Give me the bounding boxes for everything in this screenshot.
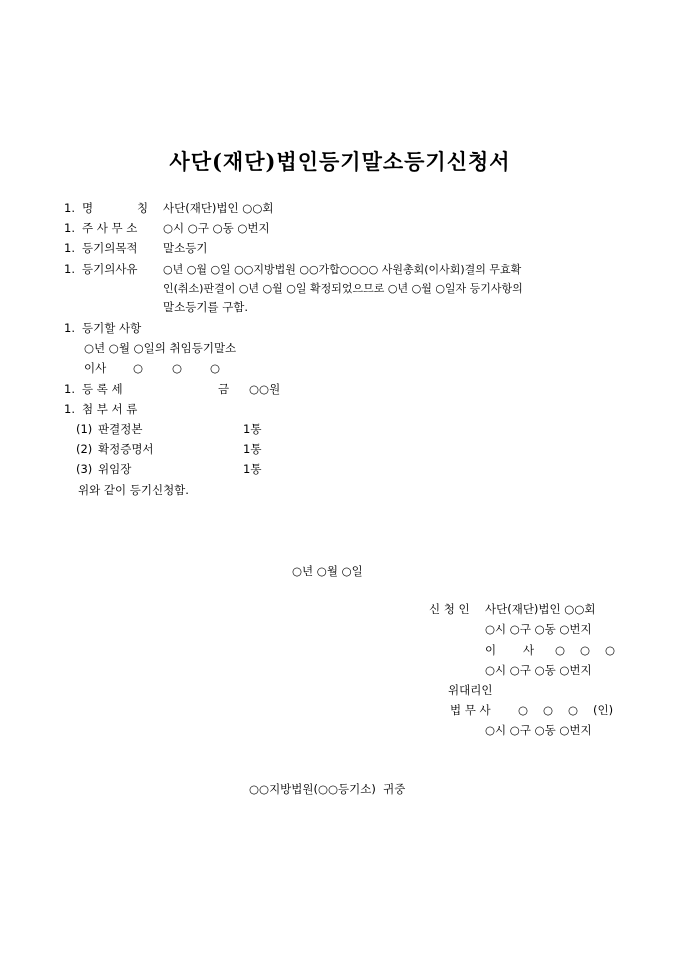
applicant-label: 신 청 인 [429,602,470,616]
item-number: 1. [64,402,75,416]
seal-mark: (인) [593,703,614,717]
director-name-char: ○ [605,643,616,657]
attachment-name: 위임장 [98,462,132,476]
attachment-count: 1통 [243,442,262,456]
office-value: ○시 ○구 ○동 ○번지 [163,221,270,235]
closing-statement: 위와 같이 등기신청함. [78,483,189,497]
lawyer-address: ○시 ○구 ○동 ○번지 [485,723,592,737]
attachment-number: (2) [76,442,93,456]
tax-amount-label: 금 [218,382,230,396]
tax-amount: ○○원 [249,382,281,396]
director-name-char: ○ [555,643,566,657]
attachments-label: 첨 부 서 류 [82,402,138,416]
applicant-name: 사단(재단)법인 ○○회 [485,602,596,616]
reason-line-2: 인(취소)판결이 ○년 ○월 ○일 확정되었으므로 ○년 ○월 ○일자 등기사항의 [163,282,523,295]
attachment-number: (1) [76,422,93,436]
office-label: 주 사 무 소 [82,221,138,235]
attachment-count: 1통 [243,422,262,436]
item-number: 1. [64,382,75,396]
item-number: 1. [64,321,75,335]
lawyer-name-char: ○ [568,703,579,717]
attachment-count: 1통 [243,462,262,476]
director-label-second: 사 [523,643,535,657]
item-number: 1. [64,241,75,255]
recipient-court: ○○지방법원(○○등기소) 귀중 [249,782,406,796]
reason-label: 등기의사유 [82,262,138,276]
reason-line-1: ○년 ○월 ○일 ○○지방법원 ○○가합○○○○ 사원총회(이사회)결의 무효확 [163,263,522,276]
item-number: 1. [64,201,75,215]
matters-director-name-char: ○ [210,361,221,375]
name-value: 사단(재단)법인 ○○회 [163,201,274,215]
item-number: 1. [64,262,75,276]
item-number: 1. [64,221,75,235]
matters-director-name-char: ○ [172,361,183,375]
matters-director-name-char: ○ [133,361,144,375]
reason-line-3: 말소등기를 구함. [163,300,249,314]
director-address: ○시 ○구 ○동 ○번지 [485,663,592,677]
lawyer-label: 법 무 사 [450,703,491,717]
name-label-second: 칭 [137,201,149,215]
purpose-label: 등기의목적 [82,241,138,255]
applicant-address: ○시 ○구 ○동 ○번지 [485,622,592,636]
matters-line-1: ○년 ○월 ○일의 취임등기말소 [84,341,237,355]
agent-label: 위대리인 [448,683,493,697]
matters-director-label: 이사 [84,361,107,375]
application-date: ○년 ○월 ○일 [292,564,363,578]
lawyer-name-char: ○ [518,703,529,717]
attachment-name: 판결정본 [98,422,143,436]
lawyer-name-char: ○ [543,703,554,717]
director-name-char: ○ [580,643,591,657]
purpose-value: 말소등기 [163,241,208,255]
tax-label: 등 록 세 [82,382,123,396]
attachment-number: (3) [76,462,93,476]
director-label-first: 이 [485,643,497,657]
document-title: 사단(재단)법인등기말소등기신청서 [169,149,511,174]
matters-label: 등기할 사항 [82,321,142,335]
attachment-name: 확정증명서 [98,442,154,456]
name-label-first: 명 [82,201,94,215]
